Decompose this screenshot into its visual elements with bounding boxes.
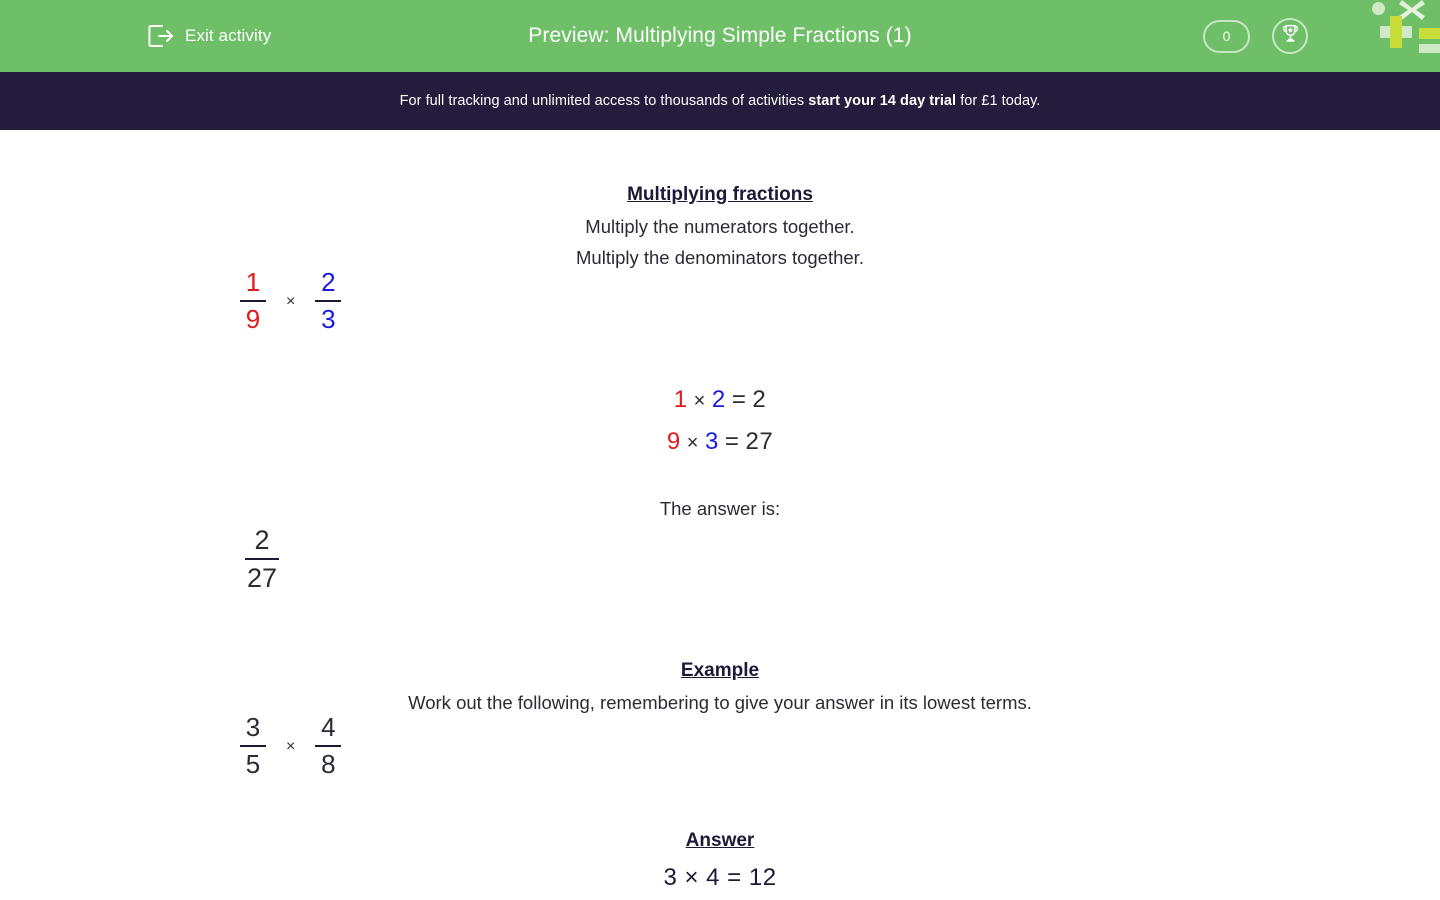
numerator-calc-result: 2 [752, 386, 767, 413]
lesson-answer-expression [244, 525, 280, 593]
exit-activity-button[interactable] [148, 0, 271, 72]
lesson-answer-denominator: 27 [247, 563, 278, 594]
answer-intro-label: The answer is: [659, 498, 781, 519]
fraction-bar [245, 558, 279, 560]
example-fraction-b [315, 713, 341, 779]
brand-x-shape [1398, 0, 1426, 21]
lesson-answer-fraction [244, 525, 280, 593]
answer-calculation: 3 × 4 = 12 [663, 864, 777, 891]
example-instruction: Work out the following, remembering to give your answer in its lowest terms. [408, 692, 1032, 713]
fraction-bar [315, 300, 341, 302]
exit-activity-label: Exit activity [185, 26, 272, 45]
example-fraction-a [240, 713, 266, 779]
denominator-calc-operator: × [686, 432, 699, 454]
score-value: 0 [1222, 28, 1231, 44]
page-title: Preview: Multiplying Simple Fractions (1) [528, 24, 912, 47]
activity-content [0, 130, 1440, 900]
promo-text-after: for £1 today. [956, 93, 1041, 109]
denominator-calc-right: 3 [704, 428, 719, 455]
denominator-calc-left: 9 [666, 428, 681, 455]
lesson-fraction-a-denominator: 9 [245, 304, 261, 335]
lesson-fraction-a [240, 268, 266, 334]
rule-line-1: Multiply the numerators together. [585, 216, 855, 237]
lesson-fraction-a-numerator: 1 [245, 267, 261, 297]
denominator-calc-result: 27 [745, 428, 774, 455]
exit-door-arrow-icon [148, 24, 174, 48]
multiplication-operator: × [286, 293, 296, 311]
example-problem-expression [240, 713, 341, 779]
numerator-calc-equals: = [731, 386, 747, 413]
lesson-answer-numerator: 2 [254, 525, 270, 555]
header-actions [1203, 0, 1308, 72]
numerator-calc-right: 2 [711, 386, 726, 413]
numerator-calc-operator: × [693, 390, 706, 412]
promo-text-before: For full tracking and unlimited access to thousands of activities [399, 93, 809, 109]
denominator-calc-equals: = [724, 428, 740, 455]
numerator-calc-left: 1 [673, 386, 688, 413]
lesson-problem-expression [240, 268, 341, 334]
app-header [0, 0, 1440, 72]
fraction-bar [315, 745, 341, 747]
lesson-fraction-b-numerator: 2 [321, 267, 336, 297]
trial-promo-banner[interactable] [0, 72, 1440, 130]
example-fraction-a-denominator: 5 [245, 749, 261, 780]
lesson-heading: Multiplying fractions [627, 184, 813, 205]
brand-circle-shape [1372, 2, 1385, 15]
denominator-calculation [0, 428, 1440, 456]
example-heading: Example [680, 660, 760, 681]
fraction-bar [240, 745, 266, 747]
promo-text-highlight: start your 14 day trial [808, 93, 957, 109]
answer-heading: Answer [685, 830, 755, 851]
rule-line-2: Multiply the denominators together. [576, 247, 864, 268]
brand-mark-decoration [1362, 0, 1440, 58]
numerator-calculation [0, 386, 1440, 414]
brand-rect-yellow [1419, 28, 1440, 39]
lesson-fraction-b-denominator: 3 [321, 304, 336, 335]
example-fraction-b-numerator: 4 [321, 712, 336, 742]
brand-rect-light [1419, 44, 1440, 53]
trophy-icon [1280, 23, 1301, 49]
multiplication-operator: × [286, 738, 296, 756]
awards-button[interactable] [1272, 18, 1308, 54]
brand-plus-center [1390, 26, 1402, 38]
example-fraction-b-denominator: 8 [321, 749, 336, 780]
lesson-fraction-b [315, 268, 341, 334]
score-counter[interactable] [1203, 20, 1250, 53]
fraction-bar [240, 300, 266, 302]
example-fraction-a-numerator: 3 [245, 712, 261, 742]
